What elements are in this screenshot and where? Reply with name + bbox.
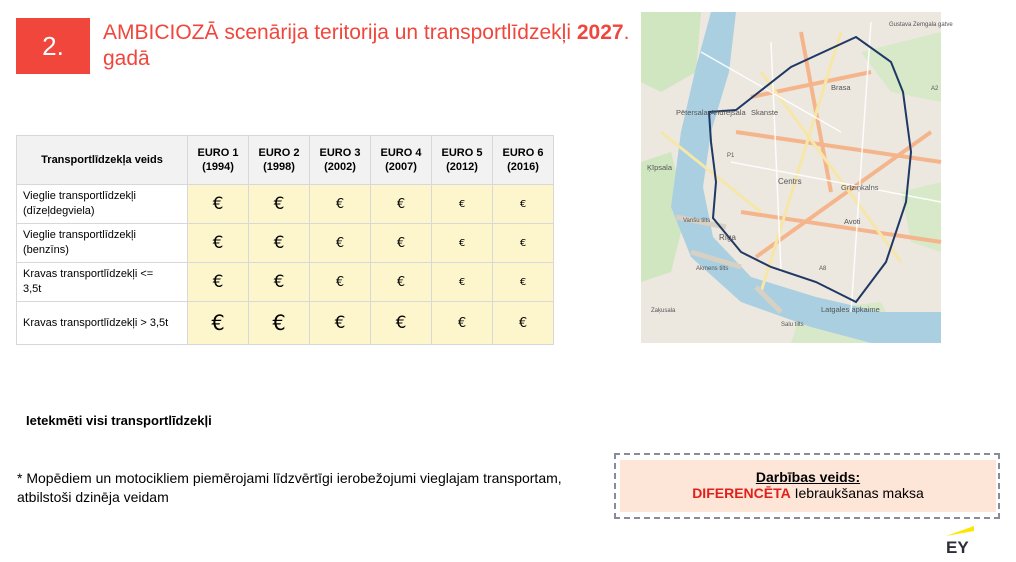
table-row: [17, 185, 554, 224]
map-label: P1: [727, 153, 735, 159]
slide-number-badge: [16, 18, 90, 74]
header-euro1: EURO 1 (1994): [188, 136, 249, 185]
fee-cell: €: [371, 302, 432, 345]
map-label: A8: [819, 266, 827, 272]
map-label: Pētersala-Andrejsala: [676, 108, 746, 117]
header-euro5: EURO 5 (2012): [432, 136, 493, 185]
header-euro2: EURO 2 (1998): [249, 136, 310, 185]
map-label: Latgales apkaime: [821, 305, 880, 314]
action-highlight: DIFERENCĒTA: [692, 485, 791, 501]
fee-cell: €: [249, 185, 310, 224]
fee-cell: €: [249, 224, 310, 263]
fee-cell: €: [493, 302, 554, 345]
row-label: Vieglie transportlīdzekļi (dīzeļdegviela): [17, 185, 188, 224]
fee-cell: €: [371, 224, 432, 263]
title-year: 2027: [576, 21, 624, 44]
fee-cell: €: [432, 224, 493, 263]
table-header-row: [17, 136, 554, 185]
map-label: Ķīpsala: [647, 163, 673, 172]
fee-cell: €: [493, 224, 554, 263]
fee-cell: €: [493, 185, 554, 224]
footnote-text: * Mopēdiem un motocikliem piemērojami līdzvērtīgi ierobežojumi vieglajam transportam, atbilstoši dzinēja veidam: [17, 470, 562, 505]
fee-cell: €: [188, 263, 249, 302]
row-label: Kravas transportlīdzekļi <= 3,5t: [17, 263, 188, 302]
table-row: [17, 263, 554, 302]
affected-vehicles-text: Ietekmēti visi transportlīdzekļi: [26, 413, 212, 428]
fee-cell: €: [249, 263, 310, 302]
map-graphic: [641, 12, 953, 343]
map-label: Vanšu tilts: [683, 218, 711, 224]
fee-cell: €: [371, 263, 432, 302]
riga-map: [641, 12, 953, 343]
map-label: Gustava Zemgala gatve: [889, 22, 953, 28]
title-part2: . gadā: [103, 21, 630, 70]
logo-text: EY: [946, 538, 969, 557]
fee-cell: €: [310, 224, 371, 263]
map-label: Centrs: [778, 177, 802, 186]
fee-cell: €: [310, 185, 371, 224]
fee-cell: €: [432, 302, 493, 345]
action-type-box: [620, 460, 996, 512]
title-part1: AMBICIOZĀ scenārija teritorija un transportlīdzekļi: [103, 21, 577, 44]
map-label: Grīziņkalns: [841, 183, 879, 192]
fee-cell: €: [493, 263, 554, 302]
fee-cell: €: [432, 263, 493, 302]
map-label: A2: [931, 86, 939, 92]
fee-cell: €: [310, 263, 371, 302]
map-label: Zaķusala: [651, 308, 676, 314]
map-label: Rīga: [719, 233, 736, 242]
table-row: [17, 302, 554, 345]
action-rest: Iebraukšanas maksa: [790, 485, 924, 501]
fee-cell: €: [188, 185, 249, 224]
header-euro3: EURO 3 (2002): [310, 136, 371, 185]
row-label: Kravas transportlīdzekļi > 3,5t: [17, 302, 188, 345]
fee-cell: €: [310, 302, 371, 345]
header-euro4: EURO 4 (2007): [371, 136, 432, 185]
map-label: Avoti: [844, 217, 861, 226]
fee-cell: €: [249, 302, 310, 345]
vehicle-euro-table: [16, 135, 554, 345]
slide-number: 2.: [42, 30, 64, 61]
map-label: Skanste: [751, 108, 779, 117]
map-label: Akmens tilts: [696, 266, 729, 272]
fee-cell: €: [432, 185, 493, 224]
slide-title: [103, 20, 643, 72]
map-label: Brasa: [831, 83, 851, 92]
fee-cell: €: [188, 224, 249, 263]
action-description: [620, 485, 996, 501]
row-label: Vieglie transportlīdzekļi (benzīns): [17, 224, 188, 263]
table-row: [17, 224, 554, 263]
action-heading: Darbības veids:: [755, 469, 861, 485]
map-label: Salu tilts: [781, 322, 804, 328]
header-euro6: EURO 6 (2016): [493, 136, 554, 185]
ey-logo-icon: [944, 524, 976, 556]
fee-cell: €: [371, 185, 432, 224]
fee-cell: €: [188, 302, 249, 345]
header-vehicle-type: Transportlīdzekļa veids: [17, 136, 188, 185]
